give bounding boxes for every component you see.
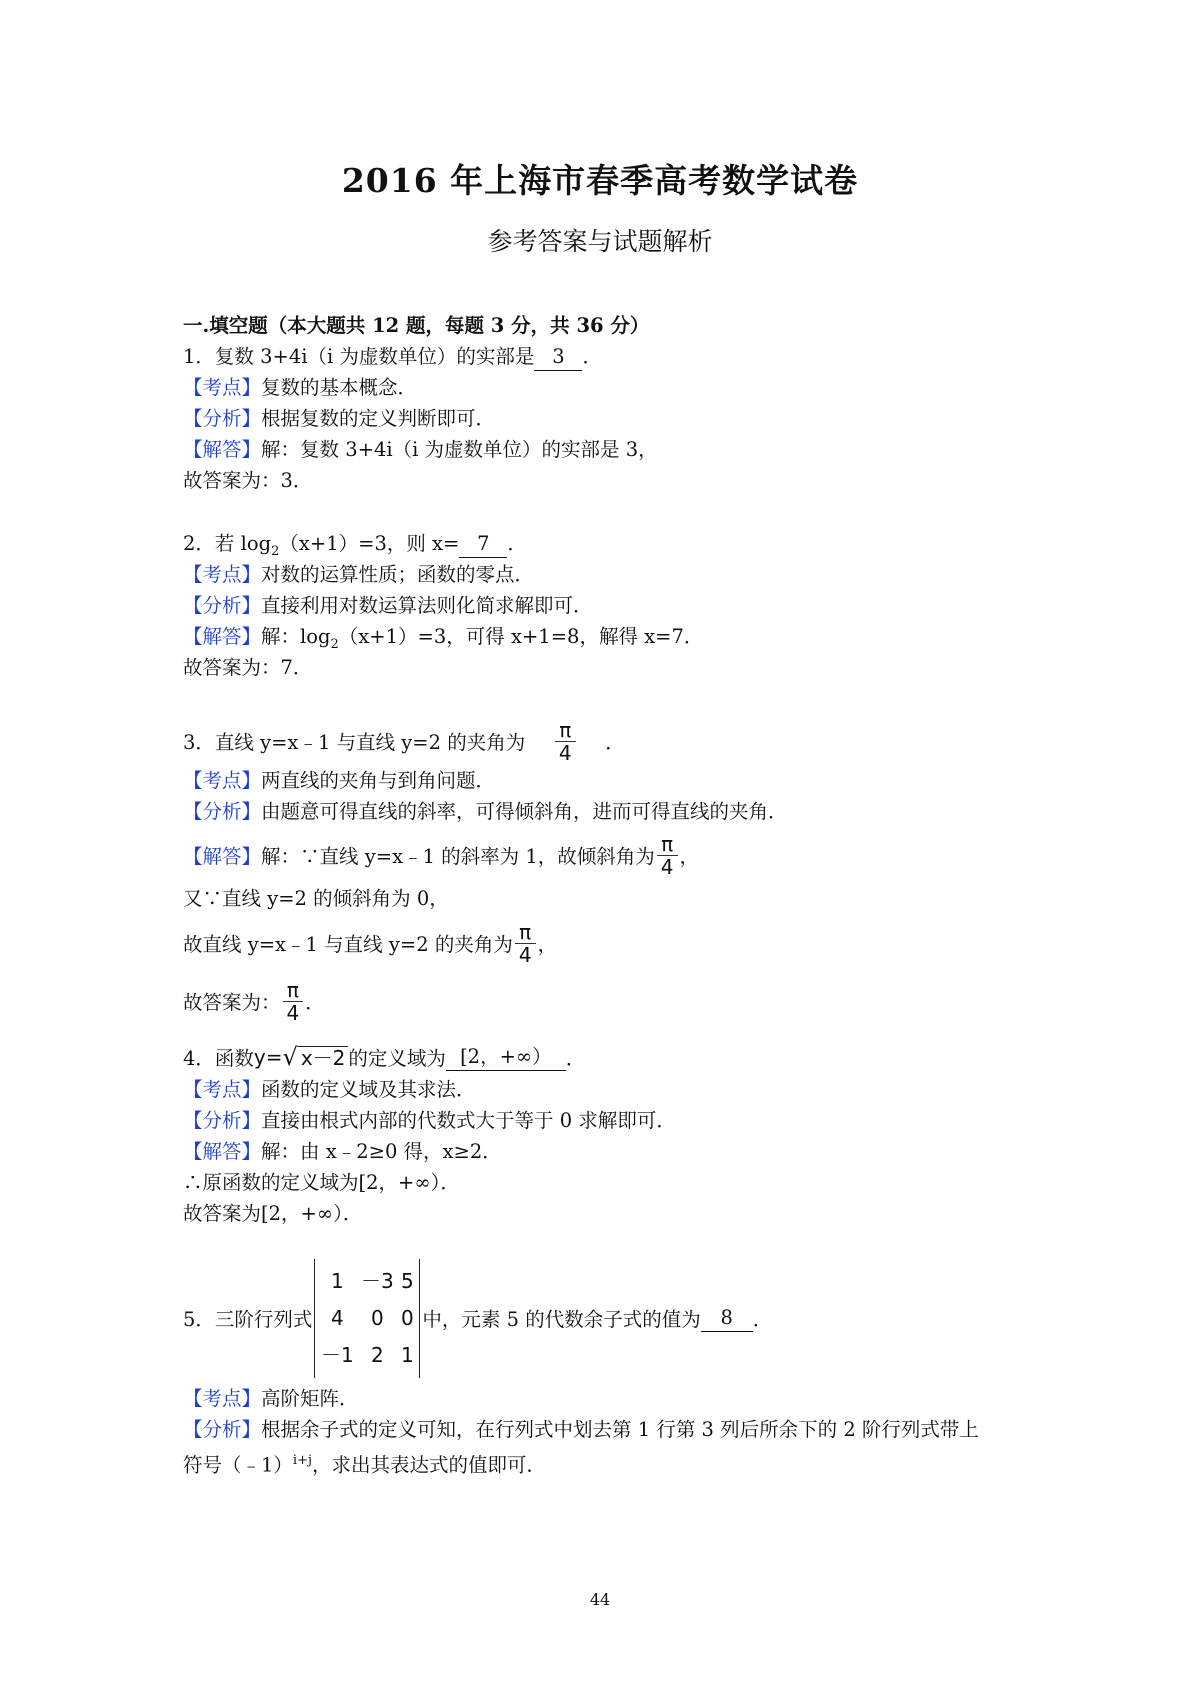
q4-kaodian: 【考点】函数的定义域及其求法． (183, 1078, 476, 1101)
q4-jieda: 【解答】解：由 x﹣2≥0 得，x≥2． (183, 1140, 502, 1163)
question-1: 1．复数 3+4i（i 为虚数单位）的实部是 3 ． (183, 341, 1043, 372)
kaodian-tag: 【考点】 (183, 769, 262, 792)
q4-answer: [2，+∞） (446, 1044, 566, 1071)
q3-kaodian: 【考点】两直线的夹角与到角问题． (183, 769, 496, 792)
jieda-tag: 【解答】 (183, 845, 262, 868)
q5-fenxi-cont: 符号（﹣1）$^{i+j}$，求出其表达式的值即可． (183, 1453, 547, 1477)
kaodian-tag: 【考点】 (183, 376, 262, 399)
q2-jieda: 【解答】解：$\log_2(x+1)=3$，可得 x+1=8，解得 x=7． (183, 625, 704, 652)
q2-fenxi: 【分析】直接利用对数运算法则化简求解即可． (183, 594, 593, 617)
question-2: 2．若 $\log_2(x+1)=3$，则 x= 7 ． (183, 532, 527, 559)
kaodian-tag: 【考点】 (183, 1387, 262, 1410)
q3-jieda: 【解答】 解：∵直线 y=x﹣1 的斜率为 1，故倾斜角为 $\frac{\pi}{4}$ ， (183, 831, 700, 879)
q5-fenxi: 【分析】根据余子式的定义可知，在行列式中划去第 1 行第 3 列后所余下的 2 阶行列式带上 (183, 1418, 979, 1441)
page-subtitle: 参考答案与试题解析 (487, 227, 713, 256)
jieda-tag: 【解答】 (183, 1140, 262, 1163)
fraction: $\frac{\pi}{4}$ (283, 979, 304, 1024)
fenxi-tag: 【分析】 (183, 1109, 262, 1132)
fenxi-tag: 【分析】 (183, 594, 262, 617)
q1-stem: 1．复数 3+4i（i 为虚数单位）的实部是 (183, 345, 535, 368)
determinant-matrix: 1 －3 5 4 0 0 －1 2 1 (314, 1259, 420, 1378)
q4-final: 故答案为[2，+∞）． (183, 1202, 363, 1225)
section-heading: 一.填空题（本大题共 12 题，每题 3 分，共 36 分） (183, 314, 650, 337)
q3-line3: 故直线 y=x﹣1 与直线 y=2 的夹角为 $\frac{\pi}{4}$ ， (183, 919, 558, 967)
question-5: 5．三阶行列式 1 －3 5 4 0 0 －1 2 1 中，元素 5 的代数余子式的值为 8 ． (183, 1253, 1043, 1383)
kaodian-tag: 【考点】 (183, 1078, 262, 1101)
sqrt-expression: y= √ x－2 (254, 1043, 348, 1071)
q1-answer: 3 (534, 344, 582, 371)
q4-fenxi: 【分析】直接由根式内部的代数式大于等于 0 求解即可． (183, 1109, 676, 1132)
q1-fenxi: 【分析】根据复数的定义判断即可． (183, 407, 496, 430)
q3-fenxi: 【分析】由题意可得直线的斜率，可得倾斜角，进而可得直线的夹角． (183, 800, 788, 823)
q2-kaodian: 【考点】对数的运算性质；函数的零点． (183, 563, 535, 586)
answer-content (183, 310, 1043, 1476)
question-4: 4．函数 y= √ x－2 的定义域为 [2，+∞） ． (183, 1043, 586, 1071)
q3-answer-fraction: $\frac{\pi}{4}$ (555, 719, 576, 764)
fraction: $\frac{\pi}{4}$ (515, 921, 536, 966)
page-title: 2016 年上海市春季高考数学试卷 (341, 161, 859, 200)
fenxi-tag: 【分析】 (183, 407, 262, 430)
q1-jieda: 【解答】解：复数 3+4i（i 为虚数单位）的实部是 3， (183, 438, 658, 461)
q5-answer: 8 (701, 1305, 753, 1332)
page-number: 44 (589, 1590, 611, 1609)
q3-final: 故答案为： $\frac{\pi}{4}$ ． (183, 977, 325, 1025)
q2-answer: 7 (459, 531, 507, 558)
jieda-tag: 【解答】 (183, 625, 262, 648)
kaodian-tag: 【考点】 (183, 563, 262, 586)
fenxi-tag: 【分析】 (183, 1418, 262, 1441)
q1-kaodian: 【考点】复数的基本概念． (183, 376, 418, 399)
q1-final: 故答案为：3． (183, 469, 313, 492)
q3-line2: 又∵直线 y=2 的倾斜角为 0， (183, 887, 449, 910)
jieda-tag: 【解答】 (183, 438, 262, 461)
fraction: $\frac{\pi}{4}$ (657, 833, 678, 878)
fenxi-tag: 【分析】 (183, 800, 262, 823)
q5-kaodian: 【考点】高阶矩阵． (183, 1387, 359, 1410)
q2-final: 故答案为：7． (183, 656, 313, 679)
q4-line2: ∴原函数的定义域为[2，+∞）． (183, 1171, 460, 1194)
question-3: 3．直线 y=x﹣1 与直线 y=2 的夹角为 $\frac{\pi}{4}$ ． (183, 717, 625, 765)
